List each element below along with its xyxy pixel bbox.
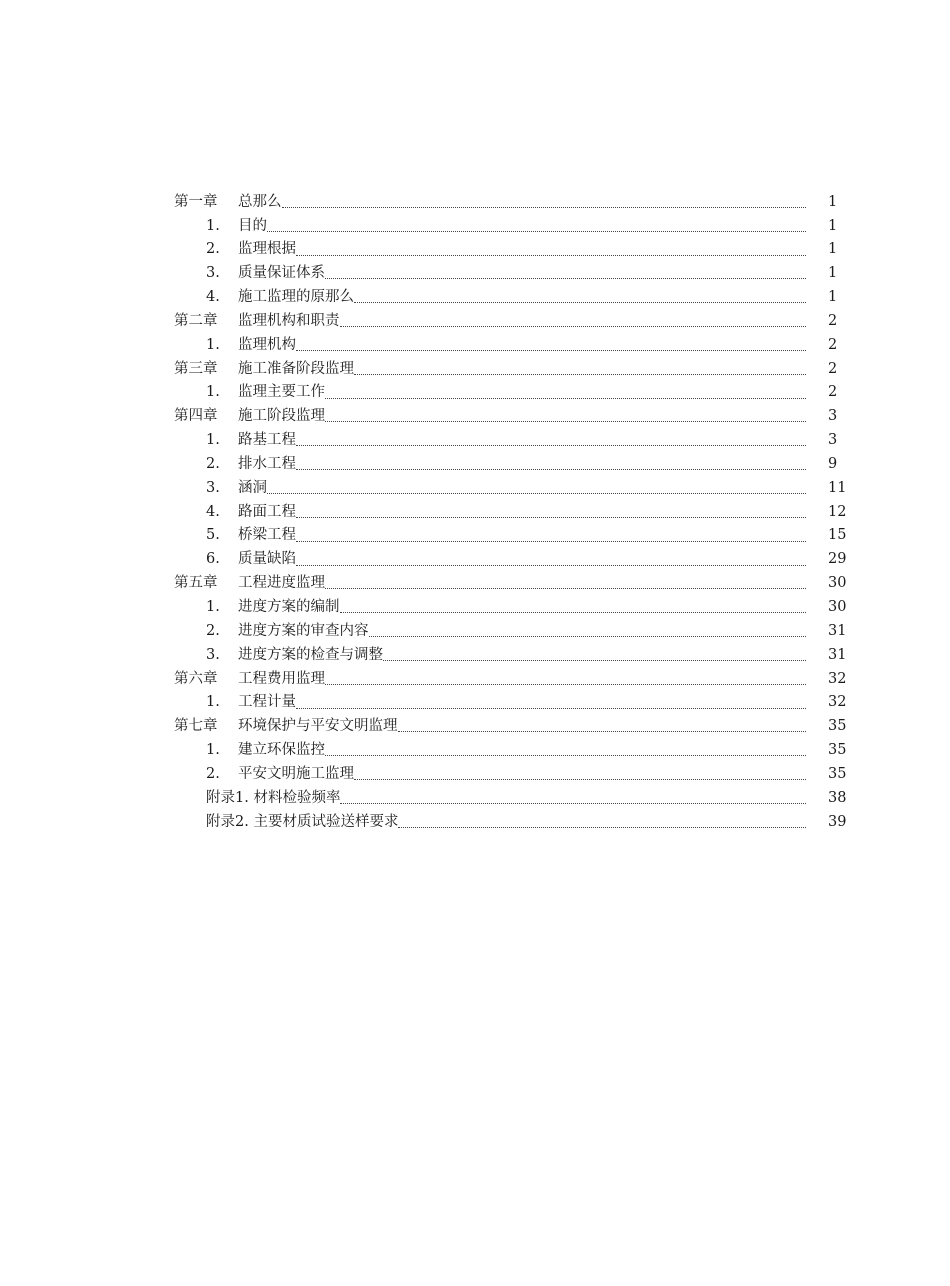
- toc-entry[interactable]: [174, 262, 864, 286]
- toc-entry-page: 30: [828, 599, 847, 616]
- toc-entry-number: 2.: [206, 765, 220, 782]
- toc-entry-page: 2: [828, 384, 838, 401]
- toc-entry-number: 1.: [206, 694, 220, 711]
- dot-leader: [267, 231, 806, 232]
- toc-entry-title: 总那么: [238, 193, 282, 210]
- toc-entry-number: 2.: [206, 241, 220, 258]
- toc-entry-number: 第五章: [174, 575, 218, 592]
- toc-entry[interactable]: [174, 762, 864, 786]
- toc-entry-number: 6.: [206, 551, 220, 568]
- toc-entry[interactable]: [174, 738, 864, 762]
- toc-entry-page: 35: [828, 742, 847, 759]
- toc-entry-title: 工程费用监理: [238, 670, 325, 687]
- toc-entry-page: 1: [828, 289, 838, 306]
- toc-entry-page: 30: [828, 575, 847, 592]
- toc-entry[interactable]: [174, 285, 864, 309]
- toc-entry-title: 施工阶段监理: [238, 408, 325, 425]
- toc-entry-number: 1.: [206, 336, 220, 353]
- toc-entry[interactable]: [174, 309, 864, 333]
- toc-entry-number: 2.: [206, 622, 220, 639]
- toc-entry[interactable]: [174, 381, 864, 405]
- toc-entry-page: 2: [828, 312, 838, 329]
- toc-entry-page: 12: [828, 503, 847, 520]
- toc-entry[interactable]: [174, 715, 864, 739]
- dot-leader: [340, 803, 806, 804]
- toc-entry-page: 32: [828, 694, 847, 711]
- toc-entry-title: 排水工程: [238, 455, 296, 472]
- toc-entry-page: 31: [828, 622, 847, 639]
- dot-leader: [398, 731, 807, 732]
- toc-entry-title: 监理机构: [238, 336, 296, 353]
- toc-entry-title: 桥梁工程: [238, 527, 296, 544]
- dot-leader: [369, 636, 807, 637]
- dot-leader: [296, 469, 806, 470]
- dot-leader: [325, 278, 806, 279]
- toc-entry[interactable]: [174, 667, 864, 691]
- toc-entry-page: 1: [828, 265, 838, 282]
- toc-entry-number: 1.: [206, 217, 220, 234]
- toc-entry[interactable]: [174, 405, 864, 429]
- toc-entry-appendix[interactable]: [174, 810, 864, 834]
- toc-entry-title: 监理机构和职责: [238, 312, 340, 329]
- toc-entry[interactable]: [174, 357, 864, 381]
- toc-entry-number: 第一章: [174, 193, 218, 210]
- toc-entry-title: 进度方案的编制: [238, 599, 340, 616]
- toc-entry[interactable]: [174, 643, 864, 667]
- toc-entry-title: 工程计量: [238, 694, 296, 711]
- toc-entry-number: 第三章: [174, 360, 218, 377]
- toc-entry[interactable]: [174, 428, 864, 452]
- toc-entry-title: 路面工程: [238, 503, 296, 520]
- toc-entry[interactable]: [174, 333, 864, 357]
- toc-entry[interactable]: [174, 619, 864, 643]
- toc-entry-number: 4.: [206, 503, 220, 520]
- toc-entry-page: 29: [828, 551, 847, 568]
- toc-entry[interactable]: [174, 595, 864, 619]
- toc-entry-page: 2: [828, 336, 838, 353]
- dot-leader: [296, 255, 806, 256]
- dot-leader: [296, 350, 806, 351]
- toc-entry-page: 35: [828, 718, 847, 735]
- dot-leader: [325, 421, 806, 422]
- dot-leader: [282, 207, 807, 208]
- toc-entry-number: 1.: [206, 742, 220, 759]
- toc-entry-page: 31: [828, 646, 847, 663]
- toc-entry-page: 1: [828, 241, 838, 258]
- dot-leader: [354, 779, 806, 780]
- toc-entry[interactable]: [174, 500, 864, 524]
- toc-entry-number: 第七章: [174, 718, 218, 735]
- toc-entry-title: 监理根据: [238, 241, 296, 258]
- dot-leader: [340, 326, 807, 327]
- toc-entry-appendix[interactable]: [174, 786, 864, 810]
- dot-leader: [354, 374, 806, 375]
- toc-entry-page: 3: [828, 408, 838, 425]
- toc-entry-title: 施工监理的原那么: [238, 289, 354, 306]
- toc-entry-title: 质量保证体系: [238, 265, 325, 282]
- dot-leader: [354, 302, 806, 303]
- toc-entry-page: 35: [828, 765, 847, 782]
- toc-entry-page: 1: [828, 193, 838, 210]
- toc-entry-number: 第四章: [174, 408, 218, 425]
- toc-entry-page: 39: [828, 813, 847, 830]
- toc-entry-page: 9: [828, 455, 838, 472]
- toc-entry[interactable]: [174, 238, 864, 262]
- toc-entry-title: 附录2. 主要材质试验送样要求: [206, 813, 399, 830]
- toc-entry-number: 4.: [206, 289, 220, 306]
- toc-entry[interactable]: [174, 691, 864, 715]
- toc-entry-page: 38: [828, 789, 847, 806]
- toc-entry-page: 11: [828, 479, 847, 496]
- toc-entry-number: 3.: [206, 479, 220, 496]
- dot-leader: [325, 684, 806, 685]
- toc-entry-page: 32: [828, 670, 847, 687]
- toc-entry[interactable]: [174, 190, 864, 214]
- toc-entry-number: 1.: [206, 384, 220, 401]
- dot-leader: [296, 517, 806, 518]
- toc-entry[interactable]: [174, 214, 864, 238]
- toc-entry-title: 质量缺陷: [238, 551, 296, 568]
- toc-entry-title: 建立环保监控: [238, 742, 325, 759]
- toc-entry-title: 施工准备阶段监理: [238, 360, 354, 377]
- toc-entry-page: 15: [828, 527, 847, 544]
- toc-entry-title: 进度方案的检查与调整: [238, 646, 383, 663]
- toc-entry-title: 进度方案的审查内容: [238, 622, 369, 639]
- toc-entry[interactable]: [174, 524, 864, 548]
- dot-leader: [296, 541, 806, 542]
- toc-entry-title: 工程进度监理: [238, 575, 325, 592]
- dot-leader: [296, 445, 806, 446]
- toc-entry-title: 目的: [238, 217, 267, 234]
- dot-leader: [267, 493, 806, 494]
- toc-entry-title: 路基工程: [238, 432, 296, 449]
- toc-entry-page: 3: [828, 432, 838, 449]
- toc-entry-number: 第六章: [174, 670, 218, 687]
- toc-entry-title: 附录1. 材料检验频率: [206, 789, 341, 806]
- table-of-contents: [174, 190, 864, 834]
- toc-entry[interactable]: [174, 572, 864, 596]
- toc-entry-title: 平安文明施工监理: [238, 765, 354, 782]
- dot-leader: [325, 588, 806, 589]
- dot-leader: [325, 398, 806, 399]
- dot-leader: [340, 612, 807, 613]
- toc-entry-title: 涵洞: [238, 479, 267, 496]
- toc-entry-number: 2.: [206, 455, 220, 472]
- toc-entry-title: 环境保护与平安文明监理: [238, 718, 398, 735]
- toc-entry[interactable]: [174, 548, 864, 572]
- dot-leader: [383, 660, 806, 661]
- dot-leader: [296, 708, 806, 709]
- toc-entry-number: 1.: [206, 432, 220, 449]
- toc-entry[interactable]: [174, 476, 864, 500]
- toc-entry-page: 1: [828, 217, 838, 234]
- dot-leader: [398, 827, 806, 828]
- toc-entry-number: 3.: [206, 646, 220, 663]
- dot-leader: [296, 565, 806, 566]
- toc-entry-page: 2: [828, 360, 838, 377]
- toc-entry-number: 5.: [206, 527, 220, 544]
- toc-entry-title: 监理主要工作: [238, 384, 325, 401]
- toc-entry[interactable]: [174, 452, 864, 476]
- toc-entry-number: 3.: [206, 265, 220, 282]
- toc-entry-number: 1.: [206, 599, 220, 616]
- toc-entry-number: 第二章: [174, 312, 218, 329]
- dot-leader: [325, 755, 806, 756]
